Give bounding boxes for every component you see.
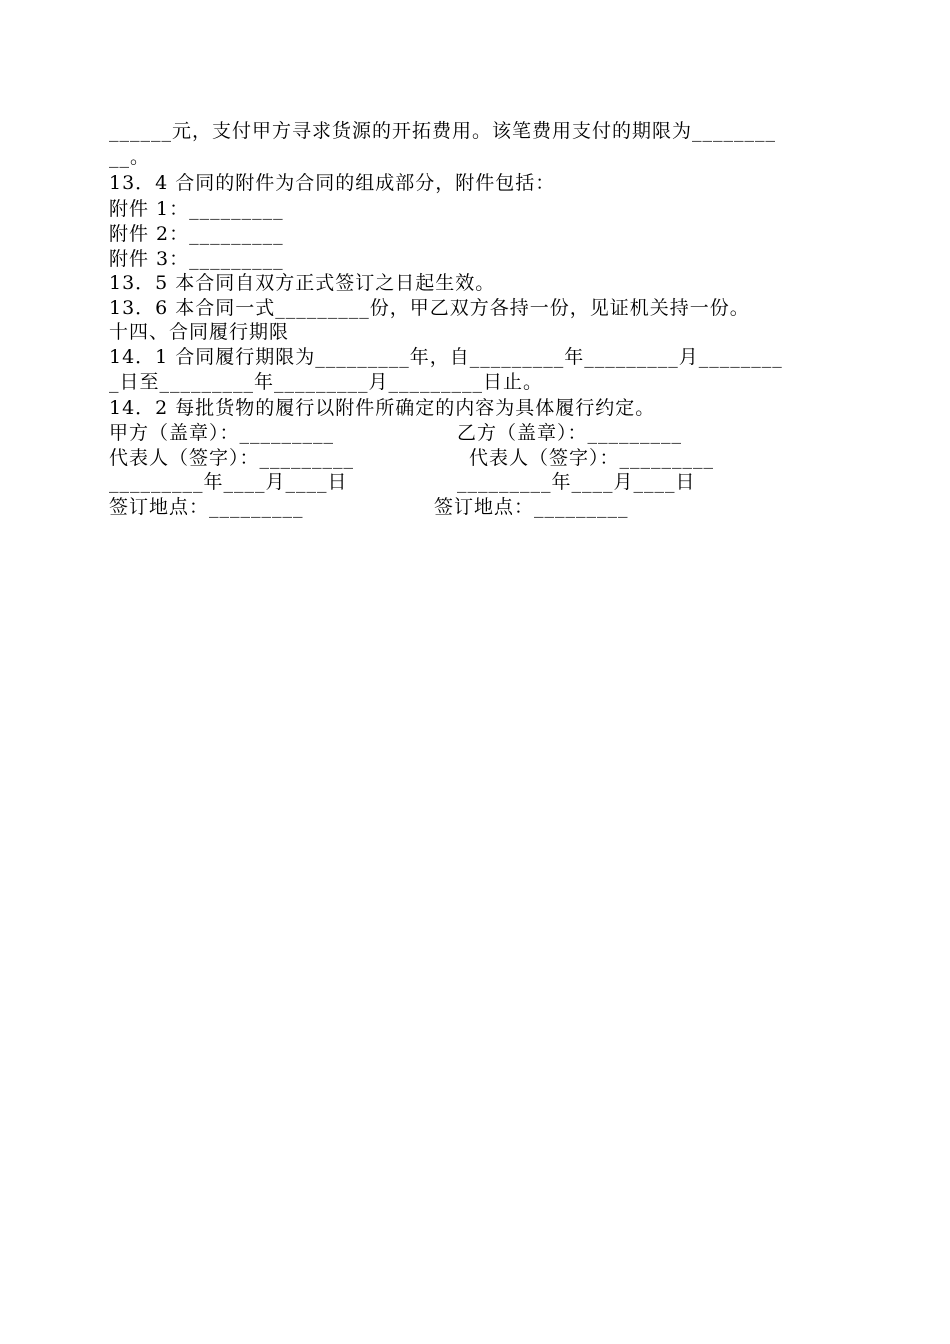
party-b-date: _________年____月____日 xyxy=(457,471,696,493)
clause-13-4: 13．4 合同的附件为合同的组成部分，附件包括： xyxy=(109,172,556,194)
clause-13-5: 13．5 本合同自双方正式签订之日起生效。 xyxy=(109,272,496,294)
party-b-representative: 代表人（签字）：_________ xyxy=(469,447,715,469)
party-b-seal: 乙方（盖章）：_________ xyxy=(457,422,683,444)
section-14-heading: 十四、合同履行期限 xyxy=(109,321,290,343)
attachment-3: 附件 3：_________ xyxy=(109,248,284,270)
attachment-2: 附件 2：_________ xyxy=(109,223,284,245)
clause-14-2: 14．2 每批货物的履行以附件所确定的内容为具体履行约定。 xyxy=(109,397,656,419)
text-line-fee-cont: __。 xyxy=(109,146,151,168)
clause-14-1-cont: _日至_________年_________月_________日止。 xyxy=(109,371,544,393)
party-a-date: _________年____月____日 xyxy=(109,471,348,493)
party-b-signing-place: 签订地点：_________ xyxy=(434,496,629,518)
attachment-1: 附件 1：_________ xyxy=(109,198,284,220)
text-line-fee: ______元，支付甲方寻求货源的开拓费用。该笔费用支付的期限为________ xyxy=(109,120,777,142)
party-a-seal: 甲方（盖章）：_________ xyxy=(109,422,335,444)
clause-14-1: 14．1 合同履行期限为_________年，自_________年_________月________ xyxy=(109,346,783,368)
party-a-representative: 代表人（签字）：_________ xyxy=(109,447,355,469)
party-a-signing-place: 签订地点：_________ xyxy=(109,496,304,518)
clause-13-6: 13．6 本合同一式_________份，甲乙双方各持一份，见证机关持一份。 xyxy=(109,297,750,319)
